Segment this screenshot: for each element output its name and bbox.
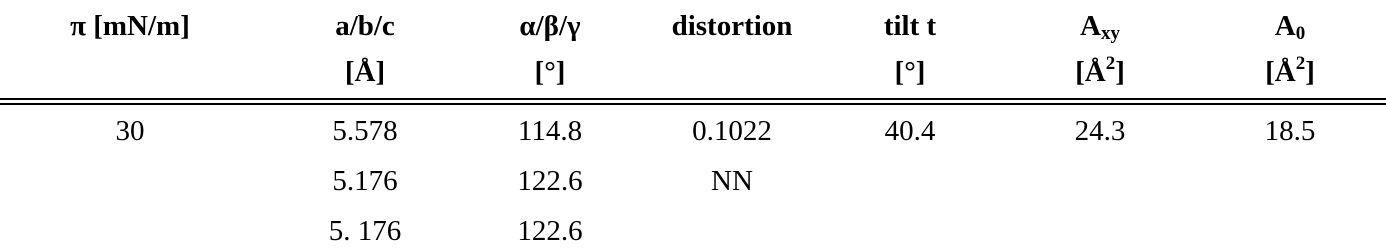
header-a0: [1195, 8, 1385, 44]
header-rule-top: [0, 98, 1386, 100]
unit-tilt: [°]: [894, 56, 926, 88]
header-axy-sub: xy: [1100, 23, 1120, 44]
cell-abc: 5.578: [332, 115, 398, 147]
unit-axy-end: ]: [1115, 56, 1125, 88]
cell-abc: 5. 176: [328, 215, 402, 247]
unit-axy-sup: 2: [1105, 53, 1116, 74]
cell-angles: 122.6: [517, 165, 583, 197]
cell-axy: 24.3: [1074, 115, 1126, 147]
header-a0-main: A: [1274, 10, 1296, 42]
header-lattice-angles: α/β/γ: [519, 10, 581, 42]
unit-lattice-parameters: [Å]: [344, 56, 386, 88]
header-rule-bottom: [0, 103, 1386, 105]
header-lattice-parameters: a/b/c: [335, 10, 395, 42]
cell-a0: 18.5: [1264, 115, 1316, 147]
header-a0-sub: 0: [1295, 23, 1306, 44]
cell-pressure: 30: [115, 115, 145, 147]
cell-distortion: NN: [711, 165, 753, 197]
cell-distortion: 0.1022: [692, 115, 772, 147]
header-axy: [1000, 8, 1200, 44]
unit-axy: [1000, 54, 1200, 90]
header-distortion: distortion: [671, 10, 793, 42]
cell-angles: 122.6: [517, 215, 583, 247]
unit-a0-sup: 2: [1295, 53, 1306, 74]
unit-a0-end: ]: [1305, 56, 1315, 88]
header-tilt: tilt t: [883, 10, 937, 42]
header-pressure: π [mN/m]: [70, 10, 190, 42]
unit-a0: [1195, 54, 1385, 90]
unit-axy-main: [Å: [1075, 56, 1106, 88]
unit-lattice-angles: [°]: [534, 56, 566, 88]
cell-angles: 114.8: [517, 115, 583, 147]
header-axy-main: A: [1080, 10, 1101, 42]
cell-tilt: 40.4: [884, 115, 936, 147]
unit-a0-main: [Å: [1265, 56, 1296, 88]
cell-abc: 5.176: [332, 165, 398, 197]
